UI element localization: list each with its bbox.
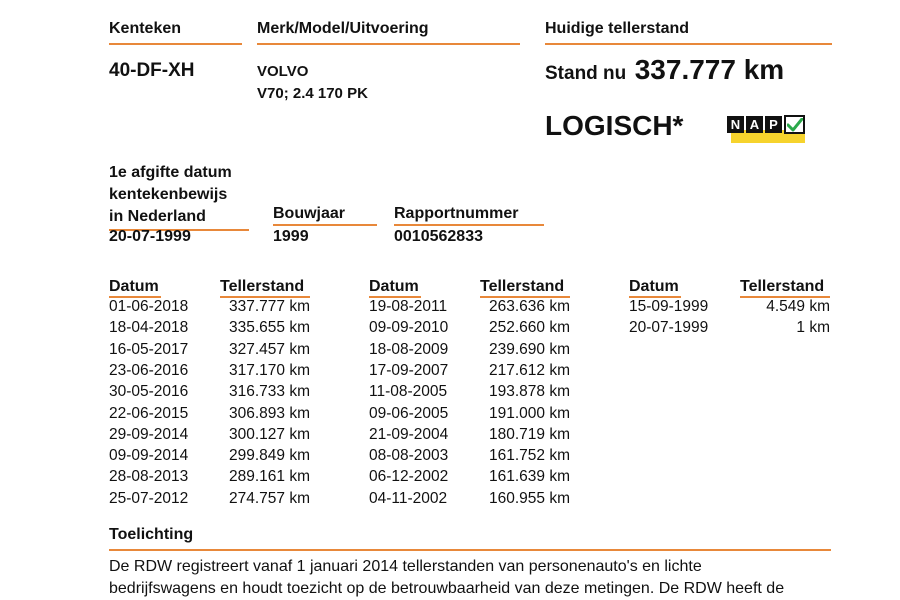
bouwjaar-value: 1999 (273, 228, 309, 245)
toelichting-line-1: De RDW registreert vanaf 1 januari 2014 tellerstanden van personenauto's en lichte (109, 558, 702, 575)
row-date: 15-09-1999 (629, 298, 709, 315)
row-date: 01-06-2018 (109, 298, 189, 315)
row-km: 193.878 km (489, 383, 570, 401)
table-row (369, 362, 570, 382)
table-row (109, 447, 310, 467)
afgifte-label-line-1: 1e afgifte datum (109, 164, 232, 181)
row-date: 23-06-2016 (109, 361, 189, 379)
col-date-header: Datum (369, 278, 421, 298)
table-row (109, 319, 310, 339)
row-km: 191.000 km (489, 404, 570, 422)
row-date: 17-09-2007 (369, 361, 449, 379)
table-row (109, 426, 310, 446)
row-km: 327.457 km (229, 340, 310, 358)
row-date: 30-05-2016 (109, 383, 189, 401)
teller-table-3 (629, 278, 831, 348)
stand-value: 337.777 km (634, 54, 785, 85)
col-date-header: Datum (109, 278, 161, 298)
row-km: 317.170 km (229, 361, 310, 379)
row-date: 04-11-2002 (369, 489, 448, 507)
merk-label: Merk/Model/Uitvoering (257, 20, 520, 45)
table-row (629, 319, 830, 339)
table-row (369, 426, 570, 446)
nap-letter-p: P (765, 116, 782, 133)
row-date: 16-05-2017 (109, 340, 189, 358)
afgifte-label (109, 162, 249, 231)
afgifte-label-line-3: in Nederland (109, 206, 249, 231)
row-km: 4.549 km (766, 298, 830, 315)
teller-label: Huidige tellerstand (545, 20, 832, 45)
row-date: 20-07-1999 (629, 319, 709, 337)
table-row (369, 341, 570, 361)
merk-line-1: VOLVO (257, 63, 309, 80)
row-date: 19-08-2011 (369, 298, 448, 315)
row-date: 09-09-2010 (369, 319, 449, 337)
teller-table-2 (369, 278, 571, 508)
col-km-header: Tellerstand (480, 278, 570, 298)
row-date: 28-08-2013 (109, 468, 189, 486)
kenteken-label: Kenteken (109, 20, 242, 45)
row-km: 316.733 km (229, 383, 310, 401)
row-date: 08-08-2003 (369, 447, 449, 465)
row-km: 161.639 km (489, 468, 570, 486)
table-row (369, 468, 570, 488)
table-row (369, 319, 570, 339)
row-km: 252.660 km (489, 319, 570, 337)
table-row (369, 447, 570, 467)
nap-letters (727, 115, 805, 134)
row-km: 1 km (796, 319, 830, 337)
nap-letter-n: N (727, 116, 744, 133)
nap-letter-a: A (746, 116, 763, 133)
row-km: 300.127 km (229, 425, 310, 443)
stand-nu (545, 54, 784, 86)
row-date: 25-07-2012 (109, 489, 189, 507)
table-row (109, 341, 310, 361)
row-date: 29-09-2014 (109, 425, 189, 443)
stand-prefix: Stand nu (545, 63, 627, 84)
col-date-header: Datum (629, 278, 681, 298)
toelichting-line-2: bedrijfswagens en houdt toezicht op de betrouwbaarheid van deze metingen. De RDW heeft de (109, 580, 785, 597)
row-km: 337.777 km (229, 298, 310, 315)
nap-badge (727, 115, 805, 145)
row-km: 160.955 km (489, 489, 570, 507)
row-km: 274.757 km (229, 489, 310, 507)
row-km: 335.655 km (229, 319, 310, 337)
row-date: 18-04-2018 (109, 319, 189, 337)
row-date: 09-09-2014 (109, 447, 189, 465)
row-km: 263.636 km (489, 298, 570, 315)
kenteken-value: 40-DF-XH (109, 60, 195, 81)
row-km: 289.161 km (229, 468, 310, 486)
table-row (369, 405, 570, 425)
table-row (109, 362, 310, 382)
col-km-header: Tellerstand (220, 278, 310, 298)
bouwjaar-label: Bouwjaar (273, 205, 377, 226)
afgifte-label-line-2: kentekenbewijs (109, 186, 228, 203)
row-km: 180.719 km (489, 425, 570, 443)
table-row (369, 490, 570, 510)
afgifte-value: 20-07-1999 (109, 228, 191, 245)
toelichting-text (109, 556, 849, 600)
table-row (369, 298, 570, 318)
check-icon (784, 115, 805, 134)
row-date: 21-09-2004 (369, 425, 449, 443)
col-km-header: Tellerstand (740, 278, 830, 298)
row-km: 299.849 km (229, 447, 310, 465)
row-km: 306.893 km (229, 404, 310, 422)
row-date: 22-06-2015 (109, 404, 189, 422)
table-row (109, 405, 310, 425)
row-km: 161.752 km (489, 447, 570, 465)
merk-line-2: V70; 2.4 170 PK (257, 85, 368, 102)
verdict-text: LOGISCH* (545, 110, 684, 141)
row-km: 217.612 km (489, 361, 570, 379)
toelichting-title: Toelichting (109, 526, 831, 551)
row-date: 18-08-2009 (369, 340, 449, 358)
row-date: 11-08-2005 (369, 383, 448, 401)
table-row (109, 298, 310, 318)
table-row (369, 383, 570, 403)
rapport-label: Rapportnummer (394, 205, 544, 226)
table-row (109, 383, 310, 403)
rapport-value: 0010562833 (394, 228, 483, 245)
row-date: 06-12-2002 (369, 468, 449, 486)
table-row (109, 490, 310, 510)
teller-table-1 (109, 278, 311, 508)
row-date: 09-06-2005 (369, 404, 449, 422)
table-row (109, 468, 310, 488)
table-row (629, 298, 830, 318)
row-km: 239.690 km (489, 340, 570, 358)
